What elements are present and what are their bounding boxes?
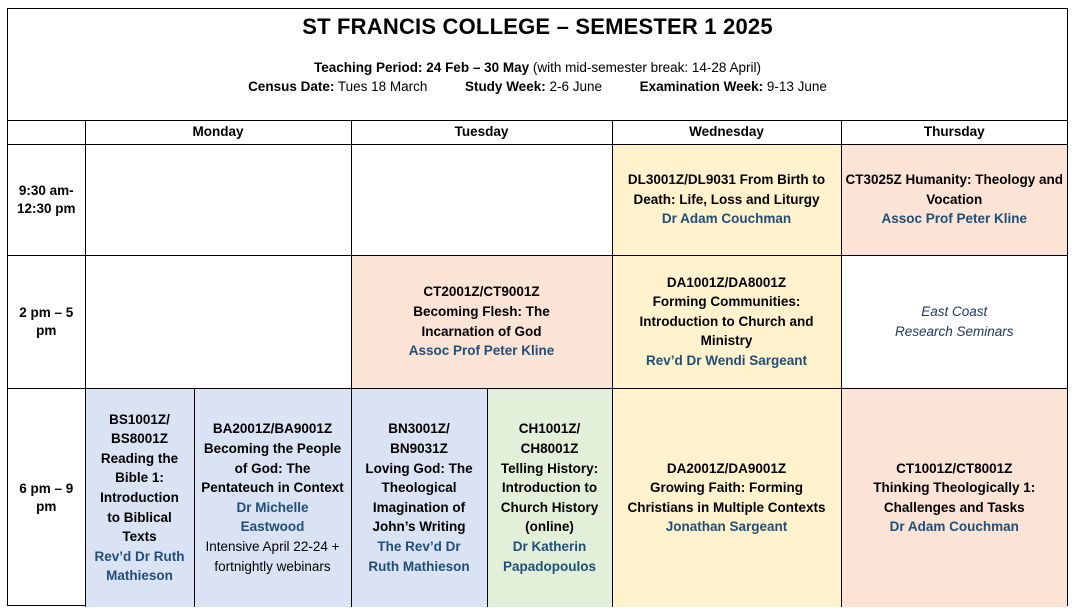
course-code: DA2001Z/DA9001Z <box>666 460 787 476</box>
study-week-value: 2-6 June <box>549 79 603 94</box>
day-header-thursday: Thursday <box>841 121 1067 144</box>
day-header-tuesday: Tuesday <box>351 121 612 144</box>
course-title: Loving God: The Theological Imagination of John’s Writing <box>365 460 473 535</box>
lecturer-name: Rev’d Dr Wendi Sargeant <box>645 352 808 368</box>
teaching-period-label: Teaching Period: 24 Feb – 30 May <box>314 60 530 75</box>
key-dates-line <box>8 79 1067 94</box>
slot-tue-afternoon <box>351 255 612 388</box>
teaching-period-line <box>8 60 1067 75</box>
course-title: CT3025Z Humanity: Theology and Vocation <box>845 172 1064 207</box>
exam-week-value: 9-13 June <box>766 79 827 94</box>
timetable-header <box>8 9 1067 121</box>
time-label-evening: 6 pm – 9 pm <box>8 388 85 607</box>
exam-week-label: Examination Week: <box>639 79 764 94</box>
lecturer-name: Assoc Prof Peter Kline <box>881 211 1028 227</box>
slot-mon-evening-2 <box>194 388 351 607</box>
lecturer-name: Rev’d Dr Ruth Mathieson <box>94 548 185 584</box>
course-code: BA2001Z/BA9001Z <box>212 421 333 437</box>
slot-wed-afternoon <box>612 255 841 388</box>
course-code: DA1001Z/DA8001Z <box>666 274 787 290</box>
page-title: ST FRANCIS COLLEGE – SEMESTER 1 2025 <box>302 14 773 39</box>
course-code: BN3001Z/ BN9031Z <box>388 421 450 456</box>
slot-mon-morning <box>85 144 351 255</box>
lecturer-name: Assoc Prof Peter Kline <box>408 343 555 359</box>
course-title: DL3001Z/DL9031 From Birth to Death: Life, Loss and Liturgy <box>627 172 826 207</box>
slot-tue-morning <box>351 144 612 255</box>
course-title: Becoming the People of God: The Pentateuch in Context <box>201 440 344 496</box>
course-code: CH1001Z/ CH8001Z <box>518 421 581 456</box>
day-header-wednesday: Wednesday <box>612 121 841 144</box>
course-title: Forming Communities: Introduction to Church and Ministry <box>639 294 814 349</box>
lecturer-name: Jonathan Sargeant <box>665 519 788 535</box>
study-week-label: Study Week: <box>464 79 546 94</box>
time-row-evening <box>8 388 1067 607</box>
seminar-line-2: Research Seminars <box>894 323 1014 339</box>
course-title: Growing Faith: Forming Christians in Multiple Contexts <box>627 480 826 515</box>
timetable-grid <box>8 121 1067 607</box>
course-title: Telling History: Introduction to Church History (online) <box>500 460 599 535</box>
teaching-period-note: (with mid-semester break: 14-28 April) <box>532 60 761 75</box>
census-value: Tues 18 March <box>337 79 428 94</box>
course-code: CT1001Z/CT8001Z <box>896 460 1013 476</box>
slot-tue-evening-2 <box>487 388 612 607</box>
slot-wed-evening <box>612 388 841 607</box>
lecturer-name: The Rev’d Dr Ruth Mathieson <box>368 538 470 574</box>
slot-wed-morning <box>612 144 841 255</box>
day-header-row <box>8 121 1067 144</box>
lecturer-name: Dr Adam Couchman <box>661 211 792 227</box>
seminar-line-1: East Coast <box>921 303 988 319</box>
lecturer-name: Dr Adam Couchman <box>889 519 1019 535</box>
corner-cell <box>8 121 85 144</box>
time-label-morning: 9:30 am-12:30 pm <box>8 144 85 255</box>
slot-thu-evening <box>841 388 1067 607</box>
course-code: BS1001Z/ BS8001Z <box>109 411 170 447</box>
slot-mon-evening-1 <box>85 388 194 607</box>
course-code: CT2001Z/CT9001Z <box>423 284 540 300</box>
slot-mon-afternoon <box>85 255 351 388</box>
time-row-afternoon <box>8 255 1067 388</box>
day-header-monday: Monday <box>85 121 351 144</box>
course-note: Intensive April 22-24 + fortnightly webinars <box>205 538 340 574</box>
slot-thu-afternoon <box>841 255 1067 388</box>
time-label-afternoon: 2 pm – 5 pm <box>8 255 85 388</box>
timetable-sheet <box>7 8 1068 606</box>
slot-tue-evening-1 <box>351 388 487 607</box>
lecturer-name: Dr Katherin Papadopoulos <box>503 538 597 574</box>
course-title: Becoming Flesh: The Incarnation of God <box>413 303 550 339</box>
course-title: Reading the Bible 1: Introduction to Biblical Texts <box>100 450 179 545</box>
course-title: Thinking Theologically 1: Challenges and Tasks <box>873 480 1036 515</box>
slot-thu-morning <box>841 144 1067 255</box>
time-row-morning <box>8 144 1067 255</box>
lecturer-name: Dr Michelle Eastwood <box>236 499 309 535</box>
census-label: Census Date: <box>248 79 335 94</box>
